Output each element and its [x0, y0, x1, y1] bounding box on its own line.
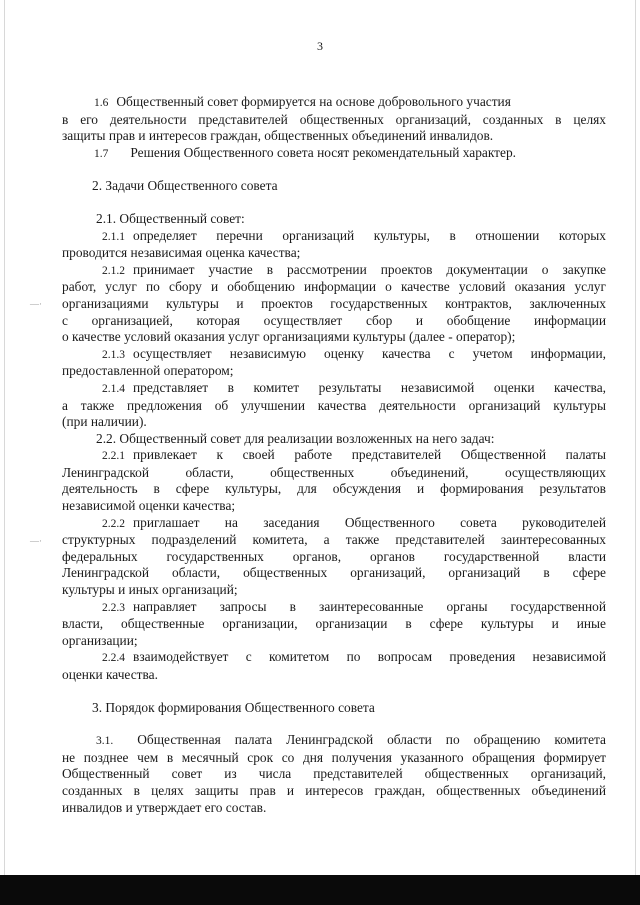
page-edge-left — [4, 0, 5, 875]
paragraph-2-2-4 — [62, 649, 606, 667]
paragraph-1-7 — [94, 145, 606, 163]
paragraph-line: власти, общественные организации, организации в сфере культуры и иные — [62, 616, 606, 632]
paragraph-line: работ, услуг по сбору и обобщению информации о качестве условий оказания услуг — [62, 279, 606, 295]
paragraph-line: не позднее чем в месячный срок со дня получения указанного обращения формирует — [62, 749, 606, 765]
paragraph-line: организации; — [62, 632, 138, 648]
subsection-2-1: 2.1. Общественный совет: — [96, 210, 245, 226]
paragraph-line: федеральных государственных органов, органов государственной власти — [62, 548, 606, 564]
item-number: 2.1.4 — [102, 382, 125, 395]
document-body — [62, 94, 606, 816]
paragraph-line: структурных подразделений комитета, а также представителей заинтересованных — [62, 532, 606, 548]
paragraph-line: созданных в целях защиты прав и интересов граждан, общественных объединений — [62, 782, 606, 798]
item-number: 1.7 — [94, 147, 109, 160]
paragraph-line: деятельность в сфере культуры, для обсуждения и формирования результатов — [62, 481, 606, 497]
paragraph-2-2-1 — [62, 447, 606, 465]
paragraph-text: представляет в комитет результаты независимой оценки качества, — [133, 379, 606, 395]
paragraph-text: взаимодействует с комитетом по вопросам проведения независимой — [133, 649, 606, 665]
paragraph-2-2-2 — [62, 515, 606, 533]
subsection-2-2: 2.2. Общественный совет для реализации возложенных на него задач: — [96, 430, 495, 446]
paragraph-text: Решения Общественного совета носят рекомендательный характер. — [130, 144, 517, 160]
scan-bottom-bar — [0, 875, 640, 905]
paragraph-text: Общественная палата Ленинградской области по обращению комитета — [137, 732, 606, 748]
paragraph-2-1-4 — [62, 380, 606, 398]
section-heading-2: 2. Задачи Общественного совета — [92, 178, 278, 194]
paragraph-line: с организацией, которая осуществляет сбор и обобщение информации — [62, 312, 606, 328]
item-number: 2.2.2 — [102, 517, 125, 530]
paragraph-text: осуществляет независимую оценку качества с учетом информации, — [133, 345, 606, 361]
paragraph-line: Ленинградской области, общественных объединений, осуществляющих — [62, 464, 606, 480]
paragraph-line: о качестве условий оказания услуг организациями культуры (далее - оператор); — [62, 329, 516, 345]
paragraph-text: привлекает к своей работе представителей Общественной палаты — [133, 447, 606, 463]
paragraph-line: в его деятельности представителей общественных организаций, созданных в целях — [62, 111, 606, 127]
paragraph-line: инвалидов и утверждает его состав. — [62, 799, 267, 815]
paragraph-line: защиты прав и интересов граждан, общественных объединений инвалидов. — [62, 128, 494, 144]
paragraph-line: независимой оценки качества; — [62, 498, 236, 514]
paragraph-text: приглашает на заседания Общественного совета руководителей — [133, 514, 606, 530]
paragraph-line: предоставленной оператором; — [62, 363, 234, 379]
page-number: 3 — [317, 39, 323, 53]
item-number: 2.1.2 — [102, 264, 125, 277]
paragraph-3-1 — [62, 732, 606, 750]
paragraph-2-1-3 — [62, 346, 606, 364]
item-number: 2.1.3 — [102, 348, 125, 361]
paragraph-1-6 — [94, 94, 606, 112]
page-edge-right — [635, 0, 636, 875]
item-number: 2.2.3 — [102, 601, 125, 614]
paragraph-line: культуры и иных организаций; — [62, 582, 238, 598]
paragraph-2-1-2 — [62, 262, 606, 280]
scan-mark: —· — [30, 299, 42, 309]
item-number: 2.2.1 — [102, 450, 125, 463]
item-number: 3.1. — [96, 735, 114, 748]
paragraph-line: Ленинградской области, общественных организаций, организаций в сфере — [62, 565, 606, 581]
item-number: 2.2.4 — [102, 652, 125, 665]
paragraph-text: принимает участие в рассмотрении проектов документации о закупке — [133, 261, 606, 277]
paragraph-line: а также предложения об улучшении качества деятельности организаций культуры — [62, 397, 606, 413]
paragraph-text: Общественный совет формируется на основе добровольного участия — [116, 94, 511, 109]
paragraph-line: оценки качества. — [62, 667, 158, 682]
item-number: 2.1.1 — [102, 230, 125, 243]
section-heading-3: 3. Порядок формирования Общественного совета — [92, 699, 375, 715]
scan-mark: —· — [30, 536, 42, 546]
paragraph-text: определяет перечни организаций культуры, в отношении которых — [133, 227, 606, 243]
paragraph-line: организациями культуры и проектов государственных контрактов, заключенных — [62, 295, 606, 311]
paragraph-2-2-3 — [62, 599, 606, 617]
paragraph-text: направляет запросы в заинтересованные органы государственной — [133, 598, 606, 614]
paragraph-2-1-1 — [62, 228, 606, 246]
paragraph-line: Общественный совет из числа представителей общественных организаций, — [62, 766, 606, 782]
paragraph-line: проводится независимая оценка качества; — [62, 245, 301, 261]
item-number: 1.6 — [94, 97, 109, 109]
paragraph-line: (при наличии). — [62, 414, 147, 430]
